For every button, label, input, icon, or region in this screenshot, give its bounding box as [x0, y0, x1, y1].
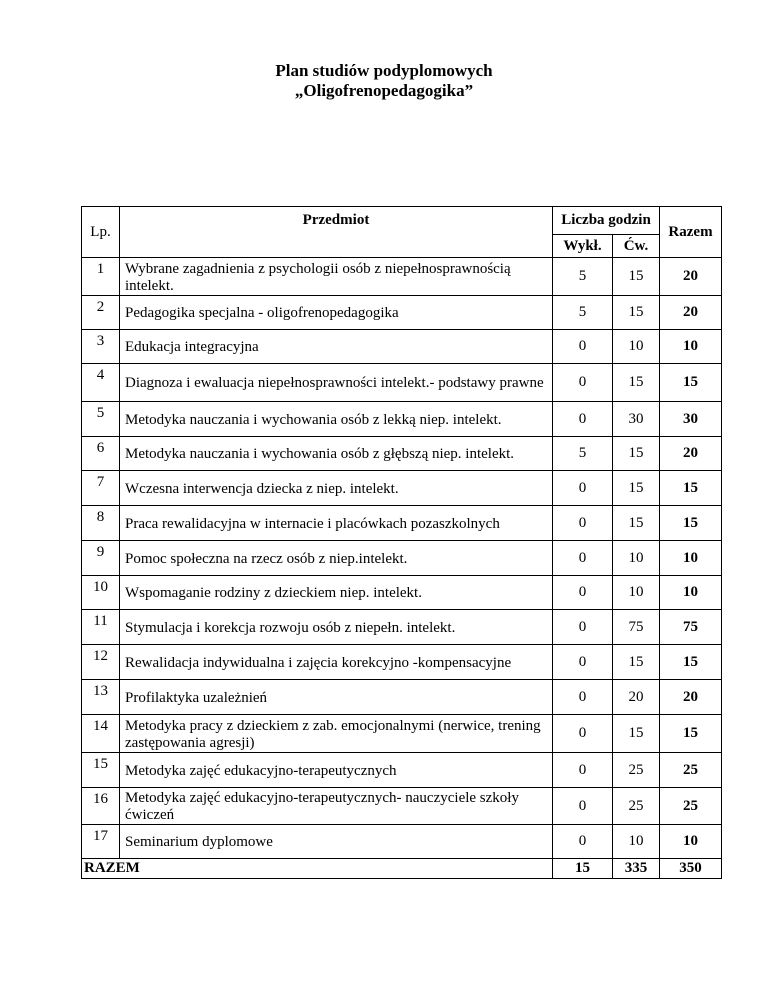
total-hours: 20: [660, 258, 722, 296]
exercise-hours: 15: [613, 506, 660, 541]
subject-name: Pomoc społeczna na rzecz osób z niep.intelekt.: [120, 541, 553, 576]
exercise-hours: 15: [613, 437, 660, 471]
row-number: 5: [82, 402, 120, 437]
lecture-hours: 0: [553, 541, 613, 576]
exercise-hours: 30: [613, 402, 660, 437]
subject-name: Praca rewalidacyjna w internacie i placówkach pozaszkolnych: [120, 506, 553, 541]
lecture-hours: 0: [553, 680, 613, 715]
total-hours: 20: [660, 296, 722, 330]
total-hours: 20: [660, 437, 722, 471]
row-number: 17: [82, 825, 120, 859]
table-row: [82, 506, 722, 541]
exercise-hours: 25: [613, 753, 660, 788]
page-subtitle: „Oligofrenopedagogika”: [294, 81, 474, 100]
row-number: 15: [82, 753, 120, 788]
header-lectures: Wykł.: [553, 235, 613, 258]
row-number: 6: [82, 437, 120, 471]
summary-row: [82, 859, 722, 879]
table-row: [82, 402, 722, 437]
summary-lectures: 15: [553, 859, 613, 879]
table-row: [82, 715, 722, 753]
summary-exercises: 335: [613, 859, 660, 879]
total-hours: 15: [660, 715, 722, 753]
summary-total: 350: [660, 859, 722, 879]
total-hours: 25: [660, 788, 722, 825]
lecture-hours: 0: [553, 715, 613, 753]
total-hours: 30: [660, 402, 722, 437]
table-row: [82, 576, 722, 610]
total-hours: 10: [660, 825, 722, 859]
total-hours: 10: [660, 541, 722, 576]
exercise-hours: 10: [613, 330, 660, 364]
lecture-hours: 0: [553, 471, 613, 506]
lecture-hours: 5: [553, 258, 613, 296]
subject-name: Diagnoza i ewaluacja niepełnosprawności intelekt.- podstawy prawne: [120, 364, 553, 402]
lecture-hours: 0: [553, 506, 613, 541]
lecture-hours: 5: [553, 296, 613, 330]
table-row: [82, 645, 722, 680]
page-title: Plan studiów podyplomowych: [275, 61, 493, 80]
table-row: [82, 471, 722, 506]
row-number: 16: [82, 788, 120, 825]
table-row: [82, 788, 722, 825]
exercise-hours: 15: [613, 258, 660, 296]
subject-name: Metodyka nauczania i wychowania osób z lekką niep. intelekt.: [120, 402, 553, 437]
exercise-hours: 15: [613, 364, 660, 402]
lecture-hours: 0: [553, 610, 613, 645]
subject-name: Metodyka nauczania i wychowania osób z głębszą niep. intelekt.: [120, 437, 553, 471]
total-hours: 15: [660, 645, 722, 680]
lecture-hours: 5: [553, 437, 613, 471]
subject-name: Seminarium dyplomowe: [120, 825, 553, 859]
lecture-hours: 0: [553, 825, 613, 859]
subject-name: Pedagogika specjalna - oligofrenopedagogika: [120, 296, 553, 330]
total-hours: 10: [660, 576, 722, 610]
table-row: [82, 364, 722, 402]
lecture-hours: 0: [553, 788, 613, 825]
table-row: [82, 437, 722, 471]
study-plan-table: [81, 206, 722, 879]
total-hours: 10: [660, 330, 722, 364]
lecture-hours: 0: [553, 402, 613, 437]
table-row: [82, 296, 722, 330]
row-number: 9: [82, 541, 120, 576]
subject-name: Rewalidacja indywidualna i zajęcia korekcyjno -kompensacyjne: [120, 645, 553, 680]
subject-name: Wybrane zagadnienia z psychologii osób z niepełnosprawnością intelekt.: [120, 258, 553, 296]
exercise-hours: 25: [613, 788, 660, 825]
row-number: 2: [82, 296, 120, 330]
exercise-hours: 10: [613, 541, 660, 576]
table-row: [82, 825, 722, 859]
lecture-hours: 0: [553, 645, 613, 680]
row-number: 8: [82, 506, 120, 541]
row-number: 11: [82, 610, 120, 645]
table-row: [82, 258, 722, 296]
exercise-hours: 15: [613, 645, 660, 680]
exercise-hours: 10: [613, 576, 660, 610]
exercise-hours: 10: [613, 825, 660, 859]
header-subject: Przedmiot: [120, 207, 553, 258]
exercise-hours: 20: [613, 680, 660, 715]
subject-name: Metodyka zajęć edukacyjno-terapeutycznych: [120, 753, 553, 788]
row-number: 3: [82, 330, 120, 364]
summary-label: RAZEM: [82, 859, 553, 879]
row-number: 1: [82, 258, 120, 296]
lecture-hours: 0: [553, 330, 613, 364]
lecture-hours: 0: [553, 576, 613, 610]
exercise-hours: 15: [613, 715, 660, 753]
row-number: 14: [82, 715, 120, 753]
total-hours: 15: [660, 506, 722, 541]
header-lp: Lp.: [82, 207, 120, 258]
table-row: [82, 541, 722, 576]
exercise-hours: 75: [613, 610, 660, 645]
subject-name: Wczesna interwencja dziecka z niep. intelekt.: [120, 471, 553, 506]
table-row: [82, 753, 722, 788]
header-hours: Liczba godzin: [553, 207, 660, 235]
subject-name: Wspomaganie rodziny z dzieckiem niep. intelekt.: [120, 576, 553, 610]
subject-name: Metodyka pracy z dzieckiem z zab. emocjonalnymi (nerwice, trening zastępowania agresji): [120, 715, 553, 753]
total-hours: 25: [660, 753, 722, 788]
subject-name: Edukacja integracyjna: [120, 330, 553, 364]
lecture-hours: 0: [553, 753, 613, 788]
total-hours: 75: [660, 610, 722, 645]
subject-name: Profilaktyka uzależnień: [120, 680, 553, 715]
exercise-hours: 15: [613, 296, 660, 330]
table-row: [82, 680, 722, 715]
row-number: 12: [82, 645, 120, 680]
total-hours: 15: [660, 471, 722, 506]
lecture-hours: 0: [553, 364, 613, 402]
header-total: Razem: [660, 207, 722, 258]
exercise-hours: 15: [613, 471, 660, 506]
table-row: [82, 610, 722, 645]
header-exercises: Ćw.: [613, 235, 660, 258]
subject-name: Metodyka zajęć edukacyjno-terapeutycznych- nauczyciele szkoły ćwiczeń: [120, 788, 553, 825]
row-number: 4: [82, 364, 120, 402]
table-row: [82, 330, 722, 364]
total-hours: 15: [660, 364, 722, 402]
row-number: 13: [82, 680, 120, 715]
row-number: 10: [82, 576, 120, 610]
row-number: 7: [82, 471, 120, 506]
subject-name: Stymulacja i korekcja rozwoju osób z niepełn. intelekt.: [120, 610, 553, 645]
total-hours: 20: [660, 680, 722, 715]
